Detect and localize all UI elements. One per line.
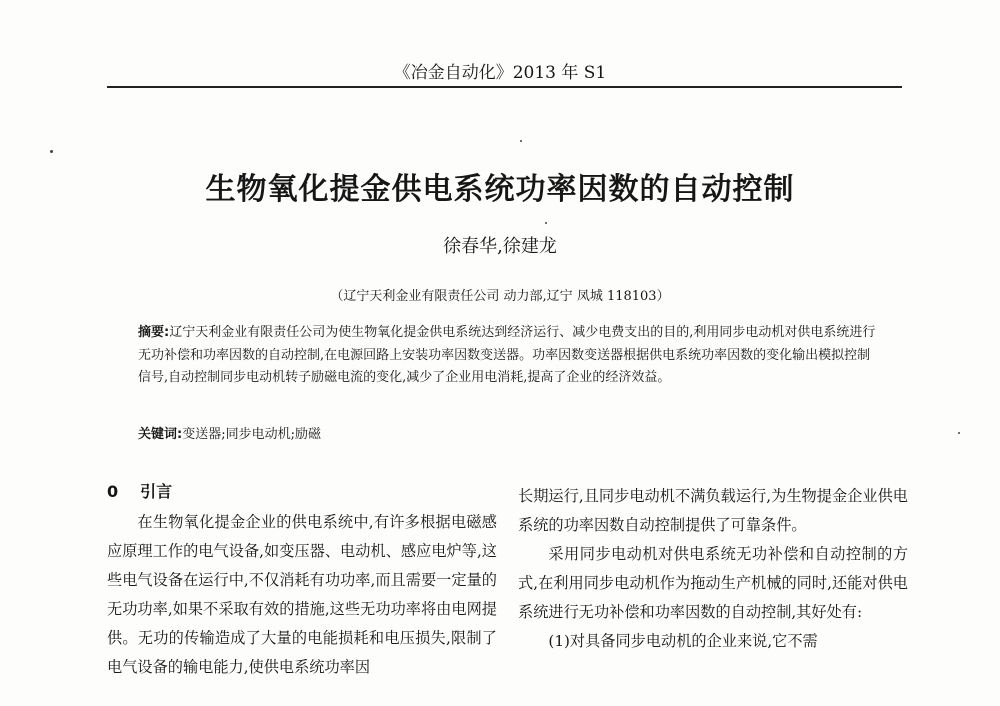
section-title: 引言	[140, 482, 173, 501]
body-paragraph: 长期运行,且同步电动机不满负载运行,为生物提金企业供电系统的功率因数自动控制提供了可靠条件。	[518, 487, 908, 534]
paper-title: 生物氧化提金供电系统功率因数的自动控制	[205, 172, 795, 207]
journal-header: 《冶金自动化》2013 年 S1	[393, 63, 607, 83]
paper-affiliation: （辽宁天利金业有限责任公司 动力部,辽宁 凤城 118103）	[330, 289, 670, 304]
section-number: 0	[107, 482, 119, 501]
abstract	[138, 322, 878, 390]
body-paragraph: 采用同步电动机对供电系统无功补偿和自动控制的方式,在利用同步电动机作为拖动生产机械的同时,还能对供电系统进行无功补偿和功率因数的自动控制,其好处有:	[518, 545, 908, 621]
scan-speck	[545, 222, 547, 224]
body-column-right	[518, 482, 908, 656]
body-paragraph: (1)对具备同步电动机的企业来说,它不需	[548, 632, 818, 650]
keywords	[138, 424, 878, 447]
paper-authors: 徐春华,徐建龙	[443, 236, 557, 257]
header-rule	[107, 86, 902, 88]
keywords-text: 变送器;同步电动机;励磁	[182, 427, 321, 442]
scan-speck	[520, 140, 522, 142]
section-heading	[107, 476, 497, 508]
keywords-label: 关键词:	[138, 427, 183, 442]
scan-speck	[958, 432, 960, 434]
scan-speck	[50, 150, 53, 153]
body-paragraph: 在生物氧化提金企业的供电系统中,有许多根据电磁感应原理工作的电气设备,如变压器、电动机、感应电炉等,这些电气设备在运行中,不仅消耗有功功率,而且需要一定量的无功功率,如果不采取有效的措施,这些无功功率将由电网提供。无功的传输造成了大量的电能损耗和电压损失,限制了电气设备的输电能力,使供电系统功率因	[107, 513, 497, 676]
abstract-label: 摘要:	[138, 325, 170, 340]
body-column-left	[107, 476, 497, 682]
abstract-text: 辽宁天利金业有限责任公司为使生物氧化提金供电系统达到经济运行、减少电费支出的目的,利用同步电动机对供电系统进行无功补偿和功率因数的自动控制,在电源回路上安装功率因数变送器。功率因数变送器根据供电系统功率因数的变化输出模拟控制信号,自动控制同步电动机转子励磁电流的变化,减少了企业用电消耗,提高了企业的经济效益。	[138, 325, 876, 385]
